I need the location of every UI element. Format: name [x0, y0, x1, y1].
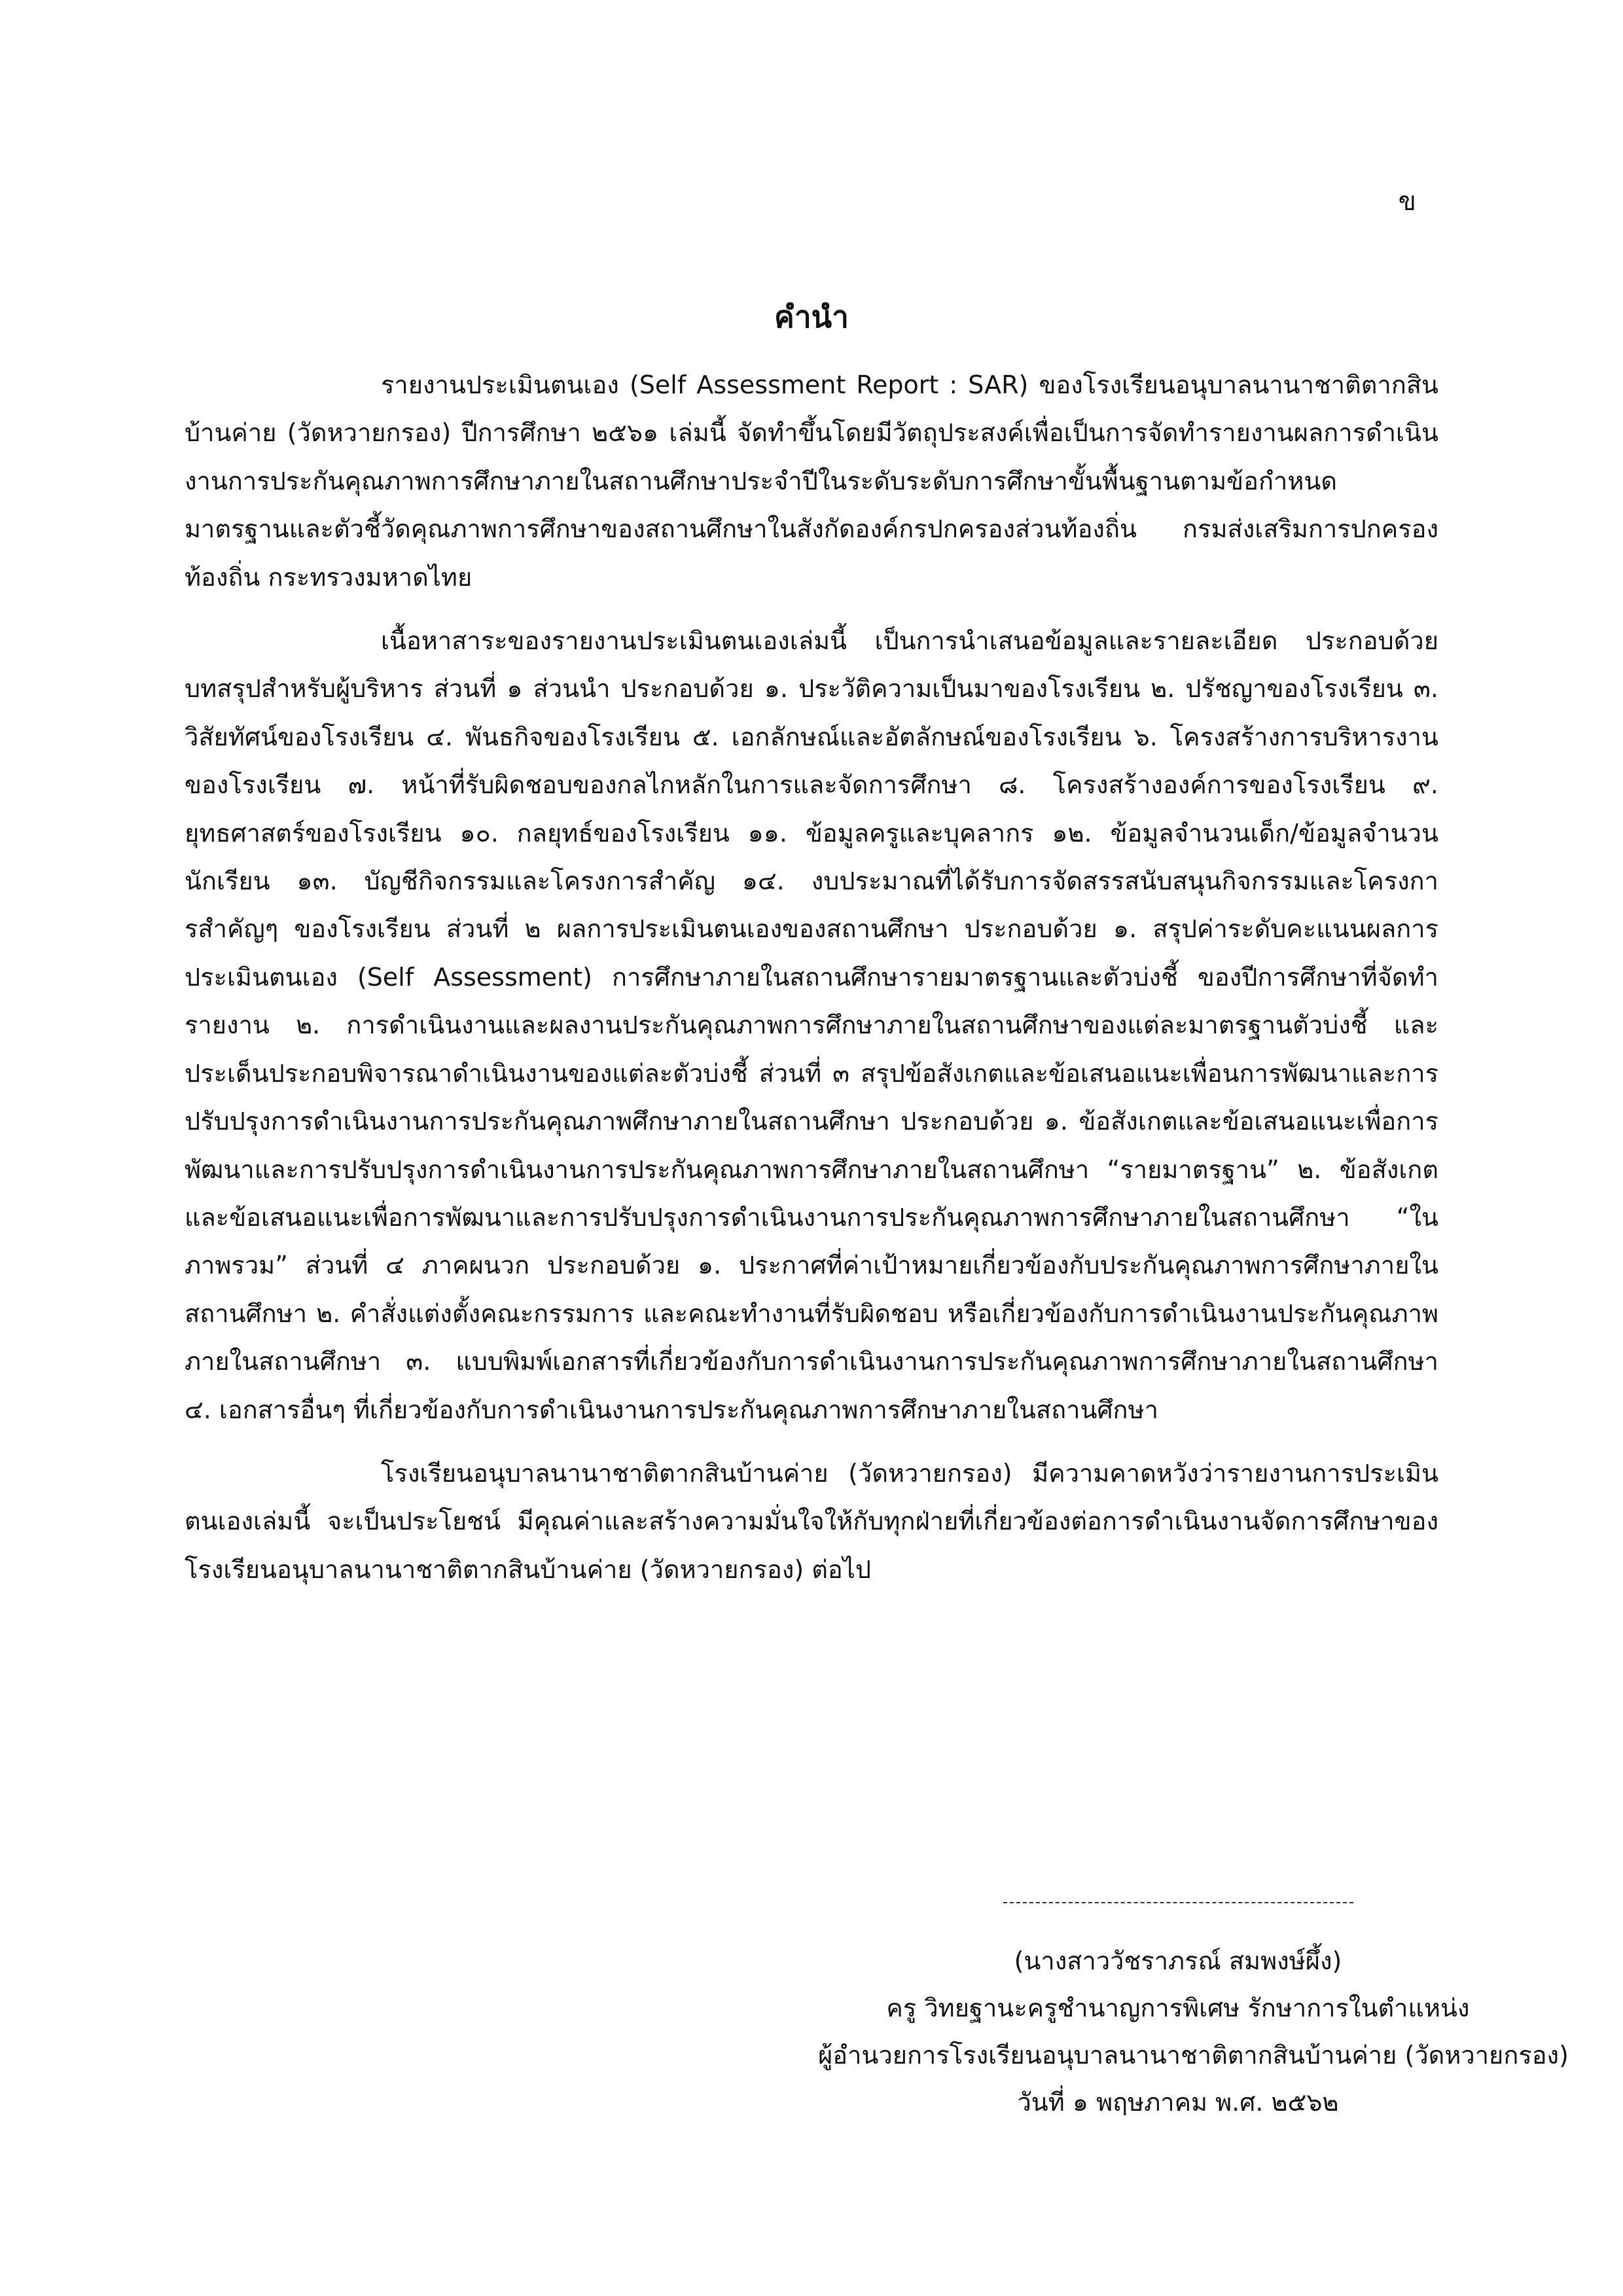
page-number: ข [1398, 187, 1416, 217]
document-title: คำนำ [774, 299, 849, 334]
signature-block [818, 1902, 1569, 2126]
signatory-role: ผู้อำนวยการโรงเรียนอนุบาลนานาชาติตากสินบ้านค่าย (วัดหวายกรอง) [818, 2041, 1569, 2070]
signature-date: วันที่ ๑ พฤษภาคม พ.ศ. ๒๕๖๒ [1017, 2088, 1339, 2117]
signature-line [1003, 1902, 1353, 1905]
paragraph-1: รายงานประเมินตนเอง (Self Assessment Report : SAR) ของโรงเรียนอนุบาลนานาชาติตากสินบ้านค่าย (วัดหวายกรอง) ปีการศึกษา ๒๕๖๑ เล่มนี้ จัดทำขึ้นโดยมีวัตถุประสงค์เพื่อเป็นการจัดทำรายงานผลการดำเนินงานการประกันคุณภาพการศึกษาภายในสถานศึกษาประจำปีในระดับระดับการศึกษาขั้นพื้นฐานตามข้อกำหนดมาตรฐานและตัวชี้วัดคุณภาพการศึกษาของสถานศึกษาในสังกัดองค์กรปกครองส่วนท้องถิ่น กรมส่งเสริมการปกครองท้องถิ่น กระทรวงมหาดไทย [185, 370, 1438, 592]
paragraph-2: เนื้อหาสาระของรายงานประเมินตนเองเล่มนี้ เป็นการนำเสนอข้อมูลและรายละเอียด ประกอบด้วย บทสรุปสำหรับผู้บริหาร ส่วนที่ ๑ ส่วนนำ ประกอบด้วย ๑. ประวัติความเป็นมาของโรงเรียน ๒. ปรัชญาของโรงเรียน ๓. วิสัยทัศน์ของโรงเรียน ๔. พันธกิจของโรงเรียน ๕. เอกลักษณ์และอัตลักษณ์ของโรงเรียน ๖. โครงสร้างการบริหารงานของโรงเรียน ๗. หน้าที่รับผิดชอบของกลไกหลักในการและจัดการศึกษา ๘. โครงสร้างองค์การของโรงเรียน ๙. ยุทธศาสตร์ของโรงเรียน ๑๐. กลยุทธ์ของโรงเรียน ๑๑. ข้อมูลครูและบุคลากร ๑๒. ข้อมูลจำนวนเด็ก/ข้อมูลจำนวนนักเรียน ๑๓. บัญชีกิจกรรมและโครงการสำคัญ ๑๔. งบประมาณที่ได้รับการจัดสรรสนับสนุนกิจกรรมและโครงการสำคัญๆ ของโรงเรียน ส่วนที่ ๒ ผลการประเมินตนเองของสถานศึกษา ประกอบด้วย ๑. สรุปค่าระดับคะแนนผลการประเมินตนเอง (Self Assessment) การศึกษาภายในสถานศึกษารายมาตรฐานและตัวบ่งชี้ ของปีการศึกษาที่จัดทำรายงาน ๒. การดำเนินงานและผลงานประกันคุณภาพการศึกษาภายในสถานศึกษาของแต่ละมาตรฐานตัวบ่งชี้ และประเด็นประกอบพิจารณาดำเนินงานของแต่ละตัวบ่งชี้ ส่วนที่ ๓ สรุปข้อสังเกตและข้อเสนอแนะเพื่อนการพัฒนาและการปรับปรุงการดำเนินงานการประกันคุณภาพศึกษาภายในสถานศึกษา ประกอบด้วย ๑. ข้อสังเกตและข้อเสนอแนะเพื่อการพัฒนาและการปรับปรุงการดำเนินงานการประกันคุณภาพการศึกษาภายในสถานศึกษา “รายมาตรฐาน” ๒. ข้อสังเกตและข้อเสนอแนะเพื่อการพัฒนาและการปรับปรุงการดำเนินงานการประกันคุณภาพการศึกษาภายในสถานศึกษา “ในภาพรวม” ส่วนที่ ๔ ภาคผนวก ประกอบด้วย ๑. ประกาศที่ค่าเป้าหมายเกี่ยวข้องกับประกันคุณภาพการศึกษาภายในสถานศึกษา ๒. คำสั่งแต่งตั้งคณะกรรมการ และคณะทำงานที่รับผิดชอบ หรือเกี่ยวข้องกับการดำเนินงานประกันคุณภาพภายในสถานศึกษา ๓. แบบพิมพ์เอกสารที่เกี่ยวข้องกับการดำเนินงานการประกันคุณภาพการศึกษาภายในสถานศึกษา ๔. เอกสารอื่นๆ ที่เกี่ยวข้องกับการดำเนินงานการประกันคุณภาพการศึกษาภายในสถานศึกษา [185, 626, 1438, 1424]
signatory-position: ครู วิทยฐานะครูชำนาญการพิเศษ รักษาการในตำแหน่ง [886, 1994, 1470, 2022]
document-body [185, 361, 1438, 1609]
signatory-name: (นางสาววัชราภรณ์ สมพงษ์ผึ้ง) [1014, 1946, 1342, 1975]
paragraph-3: โรงเรียนอนุบาลนานาชาติตากสินบ้านค่าย (วัดหวายกรอง) มีความคาดหวังว่ารายงานการประเมินตนเองเล่มนี้ จะเป็นประโยชน์ มีคุณค่าและสร้างความมั่นใจให้กับทุกฝ่ายที่เกี่ยวข้องต่อการดำเนินงานจัดการศึกษาของโรงเรียนอนุบาลนานาชาติตากสินบ้านค่าย (วัดหวายกรอง) ต่อไป [185, 1458, 1438, 1584]
